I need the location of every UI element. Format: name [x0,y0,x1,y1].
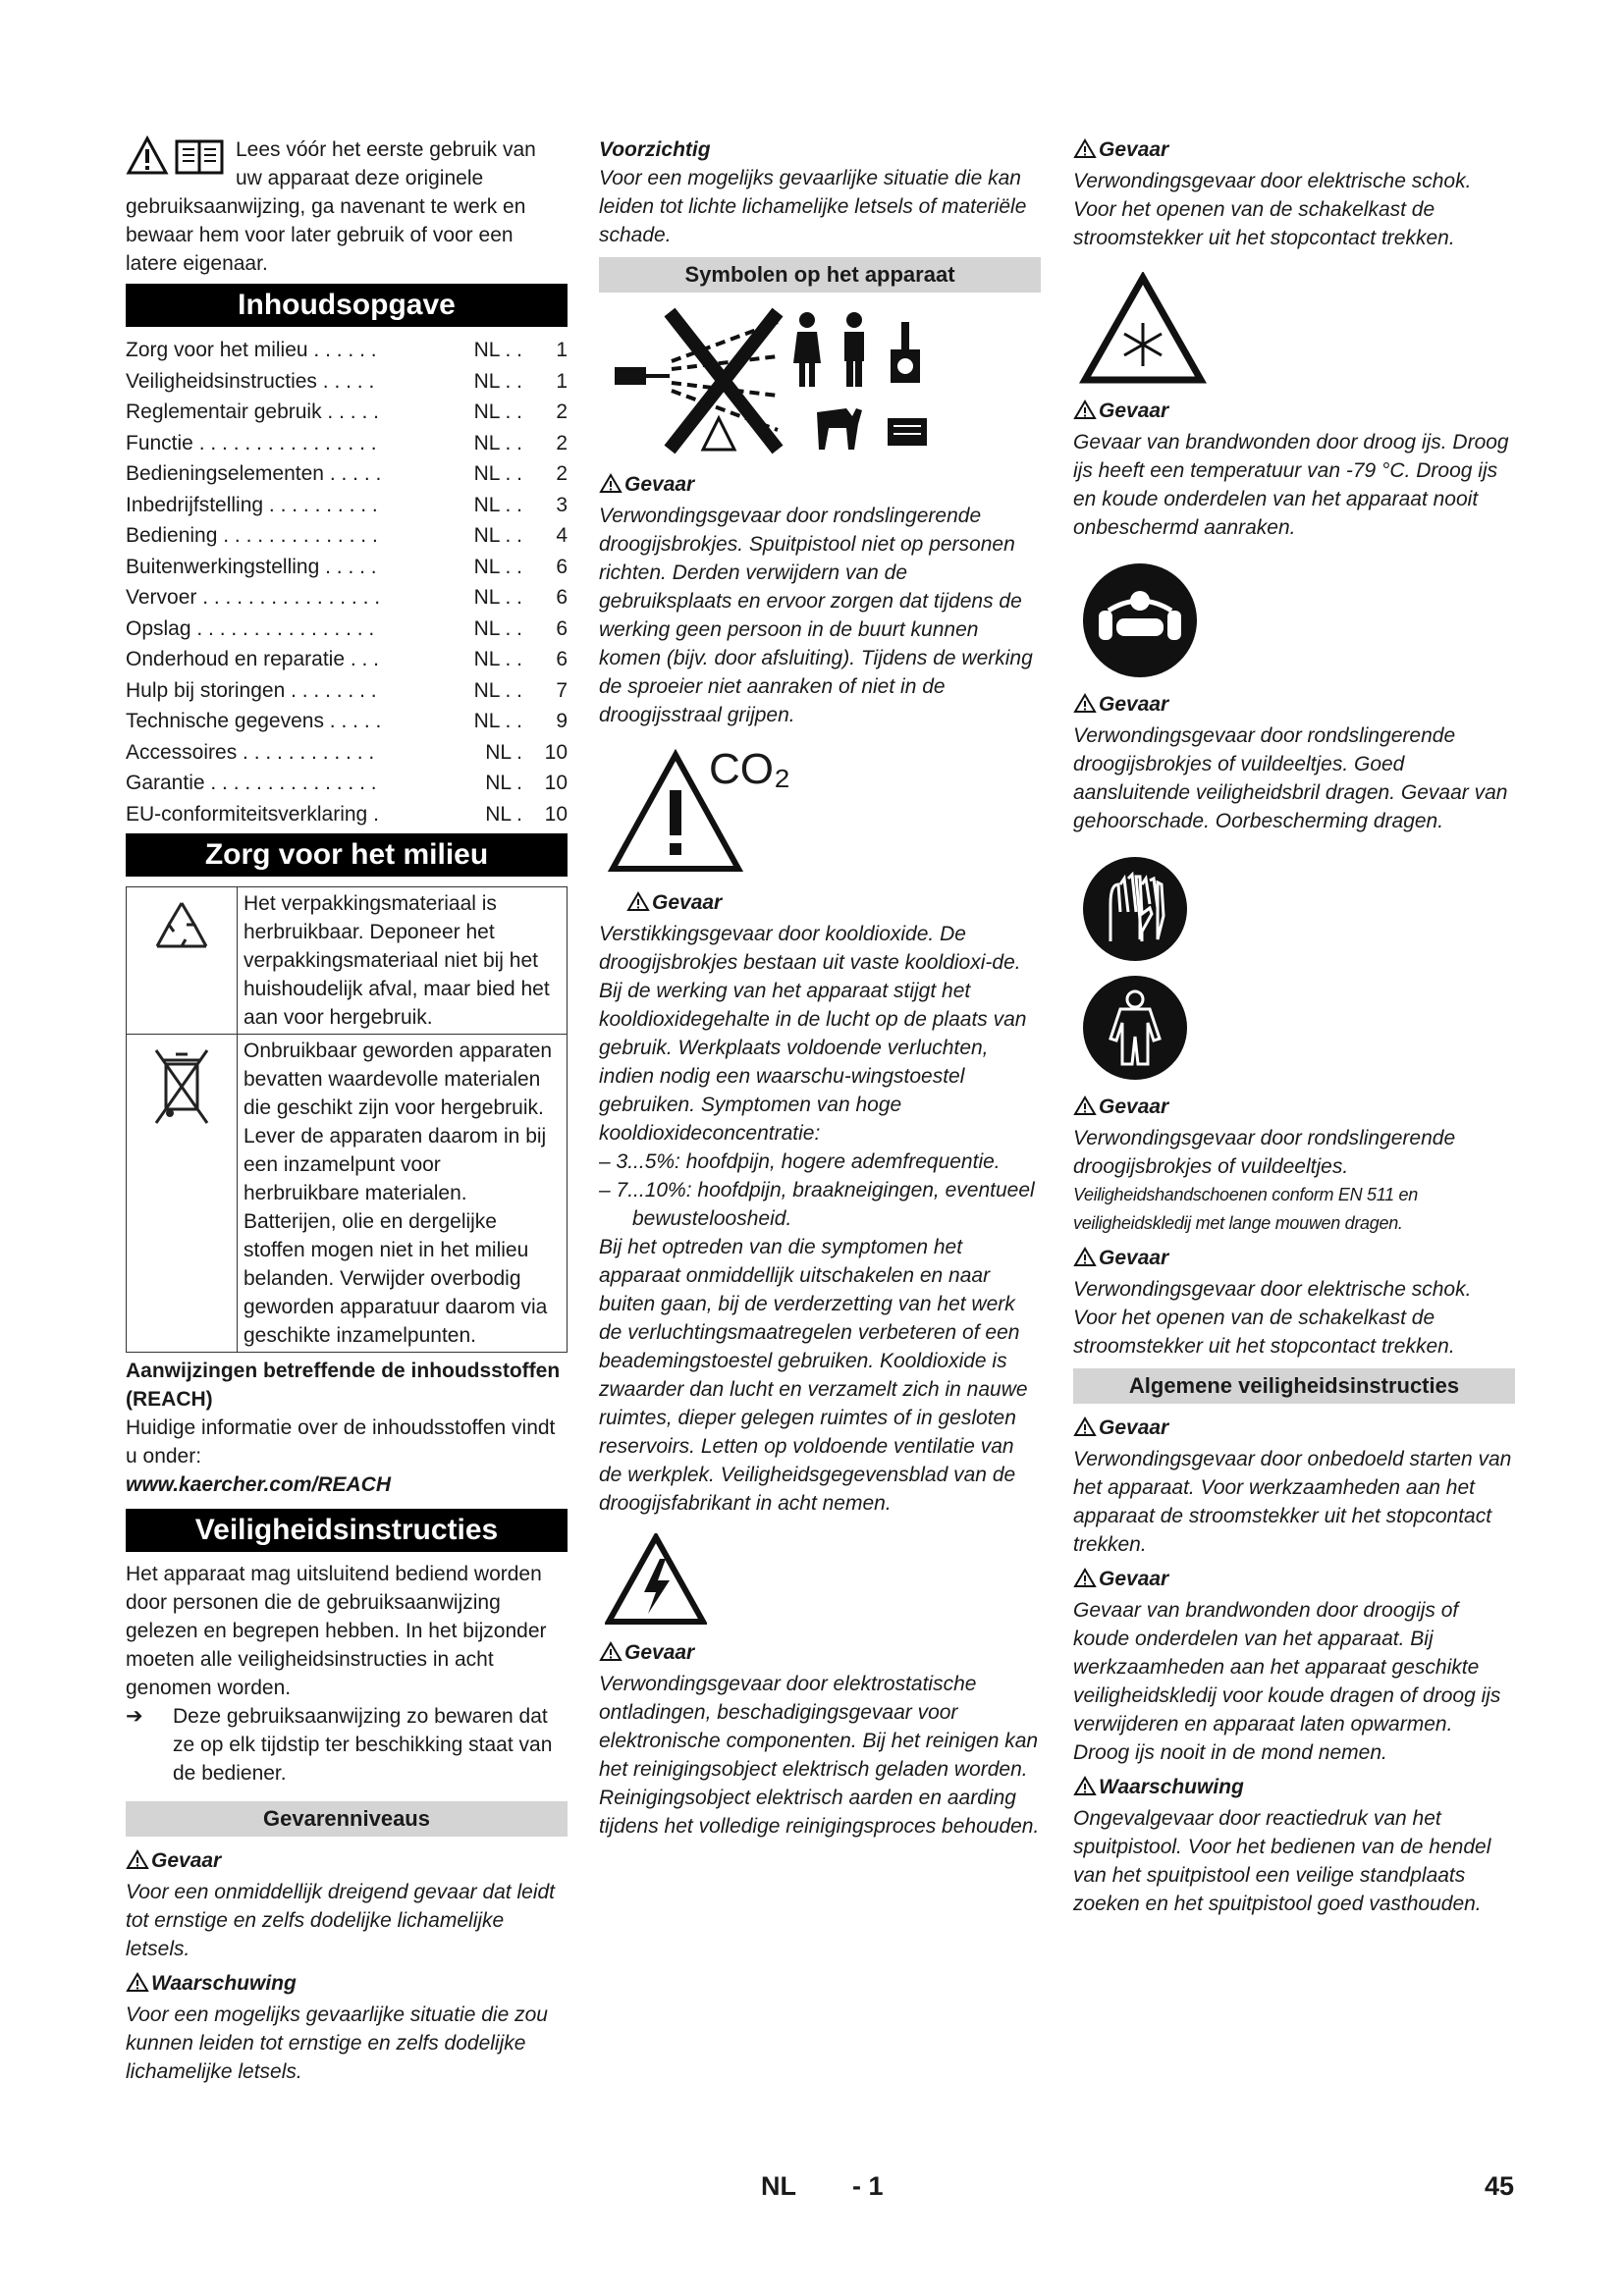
toc-item[interactable] [126,490,568,521]
toc-item[interactable] [126,428,568,459]
recycle-icon [127,887,238,1035]
general1-heading: Gevaar [1073,1414,1515,1445]
toc-item[interactable] [126,737,568,769]
crossed-bin-icon [127,1035,238,1353]
symbol1-heading: Gevaar [599,470,1041,502]
toc-item-title: Bediening . . . . . . . . . . . . . . [126,524,378,547]
intro-block [126,135,568,278]
goggles-ear-protection-icon [1073,561,1515,684]
symbol7-text-2: Veiligheidshandschoenen conform EN 511 en veiligheidskledij met lange mouwen dragen. [1073,1185,1418,1233]
symbols-heading: Symbolen op het apparaat [599,257,1041,293]
column-2 [599,135,1041,1841]
cold-warning-icon [1073,272,1515,391]
symbol5-heading: Gevaar [1073,397,1515,428]
general2-text: Gevaar van brandwonden door droogijs of koude onderdelen van het apparaat. Bij werkzaamheden aan het apparaat geschikte veiligheidskledij voor koude dragen of droog ijs verwijderen en apparaat laten opwarmen. [1073,1599,1501,1735]
toc-item-page: 1 [556,369,568,393]
footer-page-number: 45 [1485,2171,1515,2201]
toc-item-lang: NL . [485,740,522,764]
safety-text: Het apparaat mag uitsluitend bediend worden door personen die de gebruiksaanwijzing gelezen en begrepen hebben. In het bijzonder moeten alle veiligheidsinstructies in acht genomen worden. [126,1563,547,1699]
toc-item[interactable] [126,520,568,552]
toc-item[interactable] [126,582,568,614]
warning-icon [599,473,623,502]
symbol1-text: Verwondingsgevaar door rondslingerende droogijsbrokjes. Spuitpistool niet op personen richten. Derden verwijdern van de gebruiksplaats en ervoor zorgen dat tijdens de werking geen persoon in de buurt kunnen komen (bijv. door afsluiting). Tijdens de werking de sproeier niet aanraken of niet in de droogijsstraal grijpen. [599,505,1033,726]
toc-item-lang: NL . . [473,369,522,393]
recycle-text: Het verpakkingsmateriaal is herbruikbaar. Deponeer het verpakkingsmateriaal niet bij het huishoudelijk afval, maar bied het aan voor hergebruik. [238,887,568,1035]
waarschuwing-heading: Waarschuwing [126,1969,568,2001]
gevaar-text: Voor een onmiddellijk dreigend gevaar dat leidt tot ernstige en zelfs dodelijke lichamelijke letsels. [126,1881,556,1960]
arrow-icon: ➔ [126,1705,143,1728]
gloves-icon [1073,855,1515,968]
toc-item-page: 2 [556,400,568,423]
gevaar-heading: Gevaar [126,1846,568,1878]
symbol3-text: Verwondingsgevaar door elektrostatische ontladingen, beschadigingsgevaar voor elektronische componenten. Bij het reinigen kan het reinigingsobject elektrisch geladen worden. Reinigingsobject elektrisch aarden en aarding tijdens het volledige reinigingsproces behouden. [599,1673,1040,1838]
warning-icon [1073,138,1097,167]
toc-item-page: 10 [544,740,568,764]
toc-item-page: 4 [556,524,568,547]
footer-lang: NL [761,2171,796,2201]
toc-item[interactable] [126,614,568,645]
warning-icon [1073,1095,1097,1124]
toc-item-lang: NL . . [473,400,522,423]
toc-item-title: Veiligheidsinstructies . . . . . [126,369,375,393]
toc-item-lang: NL . . [473,524,522,547]
weee-text: Onbruikbaar geworden apparaten bevatten waardevolle materialen die geschikt zijn voor hergebruik. Lever de apparaten daarom in bij een inzamelpunt voor herbruikbare materialen. Batterijen, olie en dergelijke stoffen mogen niet in het milieu belanden. Verwijder overbodig geworden apparatuur daarom via geschikte inzamelpunten. [238,1035,568,1353]
symbol6-text: Verwondingsgevaar door rondslingerende droogijsbrokjes of vuildeeltjes. Goed aansluitende veiligheidsbril dragen. Gevaar van gehoorschade. Oorbescherming dragen. [1073,724,1508,832]
levels-heading: Gevarenniveaus [126,1801,568,1837]
safety-arrow-item [126,1702,568,1788]
toc-item[interactable] [126,552,568,583]
symbol8-heading: Gevaar [1073,1244,1515,1275]
toc-item[interactable] [126,366,568,398]
symbol7-heading: Gevaar [1073,1093,1515,1124]
toc-item-title: EU-conformiteitsverklaring . [126,802,379,826]
general3-heading: Waarschuwing [1073,1773,1515,1804]
toc-item-title: Hulp bij storingen . . . . . . . . [126,678,377,702]
co2-label: CO₂ [709,745,791,793]
toc-heading: Inhoudsopgave [126,284,568,327]
symbol4-heading: Gevaar [1073,135,1515,167]
toc-item-title: Buitenwerkingstelling . . . . . [126,555,377,578]
no-spray-people-icon [599,302,1041,464]
safety-arrow-text: Deze gebruiksaanwijzing zo bewaren dat ze op elk tijdstip ter beschikking staat van de bediener. [173,1705,553,1785]
toc-item-title: Garantie . . . . . . . . . . . . . . . [126,772,377,794]
toc-item-title: Technische gegevens . . . . . [126,710,382,732]
toc-item[interactable] [126,799,568,830]
toc-item-lang: NL . [485,802,522,826]
toc-item-title: Reglementair gebruik . . . . . [126,400,379,423]
toc-item-page: 10 [544,802,568,826]
reach-link[interactable]: www.kaercher.com/REACH [126,1473,391,1496]
warning-icon [1073,1416,1097,1445]
toc-item-lang: NL . . [473,555,522,578]
co2-warning-icon [599,745,1041,882]
symbol3-heading: Gevaar [599,1638,1041,1670]
toc-item-lang: NL . . [473,710,522,732]
toc-item[interactable] [126,644,568,675]
symbol7-text: Verwondingsgevaar door rondslingerende droogijsbrokjes of vuildeeltjes. [1073,1127,1456,1178]
voorzichtig-text: Voor een mogelijks gevaarlijke situatie die kan leiden tot lichte lichamelijke letsels of materiële schade. [599,167,1027,246]
toc-item-title: Zorg voor het milieu . . . . . . [126,339,377,361]
toc-item[interactable] [126,458,568,490]
voorzichtig-heading: Voorzichtig [599,138,711,161]
toc-item-lang: NL . [485,772,522,794]
toc-item-lang: NL . . [473,431,522,454]
toc-item-lang: NL . . [473,678,522,702]
toc-item-page: 3 [556,493,568,516]
general-heading: Algemene veiligheidsinstructies [1073,1368,1515,1404]
safety-heading: Veiligheidsinstructies [126,1509,568,1552]
general1-text: Verwondingsgevaar door onbedoeld starten van het apparaat. Voor werkzaamheden aan het apparaat de stroomstekker uit het stopcontact trekken. [1073,1448,1512,1556]
reach-text: Huidige informatie over de inhoudsstoffen vindt u onder: [126,1416,556,1468]
toc-item-lang: NL . . [473,339,522,361]
symbol5-text: Gevaar van brandwonden door droog ijs. Droog ijs heeft een temperatuur van -79 °C. Droog ijs en koude onderdelen van het apparaat nooit onbeschermd aanraken. [1073,431,1509,539]
warning-icon [1073,400,1097,428]
toc-item-lang: NL . . [473,493,522,516]
toc-item-lang: NL . . [473,462,522,485]
symbol6-heading: Gevaar [1073,690,1515,721]
general2-heading: Gevaar [1073,1565,1515,1596]
toc-list [126,335,568,829]
toc-item-page: 1 [556,339,568,361]
toc-item-page: 7 [556,678,568,702]
symbol4-text: Verwondingsgevaar door elektrische schok. Voor het openen van de schakelkast de stroomstekker uit het stopcontact trekken. [1073,170,1472,249]
toc-item-title: Bedieningselementen . . . . . [126,462,382,485]
toc-item-title: Onderhoud en reparatie . . . [126,648,379,670]
warning-icon [1073,1776,1097,1804]
warning-icon [1073,1568,1097,1596]
warning-icon [126,1972,149,2001]
toc-item-page: 6 [556,616,568,640]
toc-item[interactable] [126,675,568,707]
symbol2-heading: Gevaar [599,888,1041,920]
toc-item-page: 6 [556,648,568,670]
column-3 [1073,135,1515,1918]
symbol2-list-1: – 3...5%: hoofdpijn, hogere ademfrequentie. [599,1150,1001,1173]
warning-icon [1073,1247,1097,1275]
toc-item-lang: NL . . [473,648,522,670]
reach-heading: Aanwijzingen betreffende de inhoudsstoffen (REACH) [126,1360,561,1411]
general3-text: Ongevalgevaar door reactiedruk van het spuitpistool. Voor het bedienen van de hendel van het spuitpistool een veilige standplaats zoeken en het spuitpistool goed vasthouden. [1073,1807,1491,1915]
toc-item[interactable] [126,397,568,428]
intro-text: Lees vóór het eerste gebruik van uw apparaat deze originele gebruiksaanwijzing, ga navenant te werk en bewaar hem voor later gebruik of voor een latere eigenaar. [126,138,536,275]
toc-item-page: 2 [556,431,568,454]
warning-icon [1073,693,1097,721]
warning-icon [626,891,650,920]
warning-icon [126,1849,149,1878]
symbol2-list-2: – 7...10%: hoofdpijn, braakneigingen, eventueel bewusteloosheid. [599,1179,1035,1230]
column-1 [126,135,568,2086]
toc-item-page: 2 [556,462,568,485]
electric-warning-icon [599,1533,1041,1632]
general2-text-2: Droog ijs nooit in de mond nemen. [1073,1741,1387,1764]
symbol8-text: Verwondingsgevaar door elektrische schok. Voor het openen van de schakelkast de stroomstekker uit het stopcontact trekken. [1073,1278,1472,1358]
symbol2-text-2: Bij het optreden van die symptomen het apparaat onmiddellijk uitschakelen en naar buiten gaan, bij de verderzetting van het werk de verluchtingsmaatregelen verbeteren of een beademingstoestel gebruiken. Kooldioxide is zwaarder dan lucht en verzamelt zich in nauwe ruimtes, dieper gelegen ruimtes of in gesloten reservoirs. Letten op voldoende ventilatie van de werkplek. Veiligheidsgegevensblad van de droogijsfabrikant in acht nemen. [599,1236,1028,1515]
symbol2-text: Verstikkingsgevaar door kooldioxide. De droogijsbrokjes bestaan uit vaste kooldioxi-de. Bij de werking van het apparaat stijgt het kooldioxidegehalte in de lucht op de plaats van gebruik. Werkplaats voldoende verluchten, indien nodig een waarschu-wingstoestel gebruiken. Symptomen van hoge kooldioxideconcentratie: [599,923,1027,1145]
toc-item-title: Functie . . . . . . . . . . . . . . . . [126,431,377,454]
footer-section: - 1 [852,2171,884,2201]
waarschuwing-text: Voor een mogelijks gevaarlijke situatie die zou kunnen leiden tot ernstige en zelfs dodelijke lichamelijke letsels. [126,2003,548,2083]
environment-table [126,886,568,1353]
toc-item-lang: NL . . [473,616,522,640]
warning-icon [599,1641,623,1670]
toc-item-title: Vervoer . . . . . . . . . . . . . . . . [126,586,381,609]
toc-item[interactable] [126,768,568,799]
toc-item-title: Accessoires . . . . . . . . . . . . [126,740,375,764]
toc-item-page: 6 [556,555,568,578]
toc-item-lang: NL . . [473,586,522,609]
protective-suit-icon [1073,974,1515,1087]
toc-item-page: 6 [556,586,568,609]
toc-item-title: Opslag . . . . . . . . . . . . . . . . [126,616,375,640]
toc-item-title: Inbedrijfstelling . . . . . . . . . . [126,493,378,516]
warning-book-icon [126,135,228,182]
environment-heading: Zorg voor het milieu [126,833,568,877]
toc-item[interactable] [126,335,568,366]
toc-item-page: 10 [544,772,568,794]
toc-item[interactable] [126,706,568,737]
toc-item-page: 9 [556,710,568,732]
